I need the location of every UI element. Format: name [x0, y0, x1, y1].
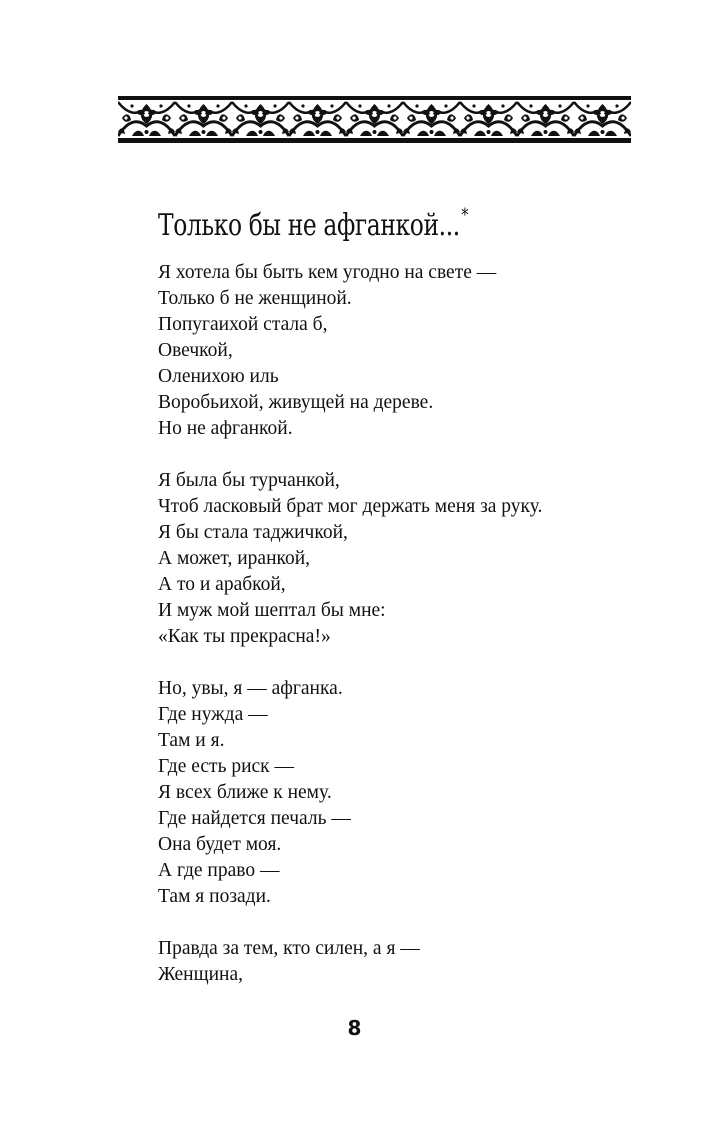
footnote-mark: *	[461, 205, 469, 226]
poem-line: Где есть риск —	[158, 756, 295, 777]
poem-line: Я бы стала таджичкой,	[158, 522, 348, 543]
stanza	[158, 676, 678, 910]
poem-line: А то и арабкой,	[158, 574, 286, 595]
page-number: 8	[347, 1016, 362, 1040]
poem-line: Где найдется печаль —	[158, 808, 351, 829]
poem-line: Попугаихой стала б,	[158, 314, 328, 335]
poem-line: Я хотела бы быть кем угодно на свете —	[158, 262, 497, 283]
poem-line: А может, иранкой,	[158, 548, 311, 569]
poem-body	[158, 260, 678, 1014]
poem-line: Женщина,	[158, 964, 243, 985]
poem-line: Там я позади.	[158, 886, 271, 907]
stanza	[158, 936, 678, 988]
poem-line: Там и я.	[158, 730, 225, 751]
poem-line: И муж мой шептал бы мне:	[158, 600, 386, 621]
poem-title-text: Только бы не афганкой...	[158, 208, 460, 243]
poem-title	[158, 196, 468, 246]
poem-line: Оленихою иль	[158, 366, 279, 387]
stanza	[158, 260, 678, 442]
floral-border-ornament	[118, 96, 631, 144]
poem-line: А где право —	[158, 860, 280, 881]
stanza	[158, 468, 678, 650]
poem-line: Где нужда —	[158, 704, 268, 725]
poem-line: Воробьихой, живущей на дереве.	[158, 392, 434, 413]
poem-line: Правда за тем, кто силен, а я —	[158, 938, 420, 959]
poem-line: Чтоб ласковый брат мог держать меня за руку.	[158, 496, 543, 517]
poem-line: Но, увы, я — афганка.	[158, 678, 343, 699]
poem-line: Я была бы турчанкой,	[158, 470, 340, 491]
poem-line: Только б не женщиной.	[158, 288, 352, 309]
poem-line: Овечкой,	[158, 340, 233, 361]
poem-line: Она будет моя.	[158, 834, 282, 855]
poem-line: Я всех ближе к нему.	[158, 782, 332, 803]
poem-line: «Как ты прекрасна!»	[158, 626, 331, 647]
poem-line: Но не афганкой.	[158, 418, 293, 439]
